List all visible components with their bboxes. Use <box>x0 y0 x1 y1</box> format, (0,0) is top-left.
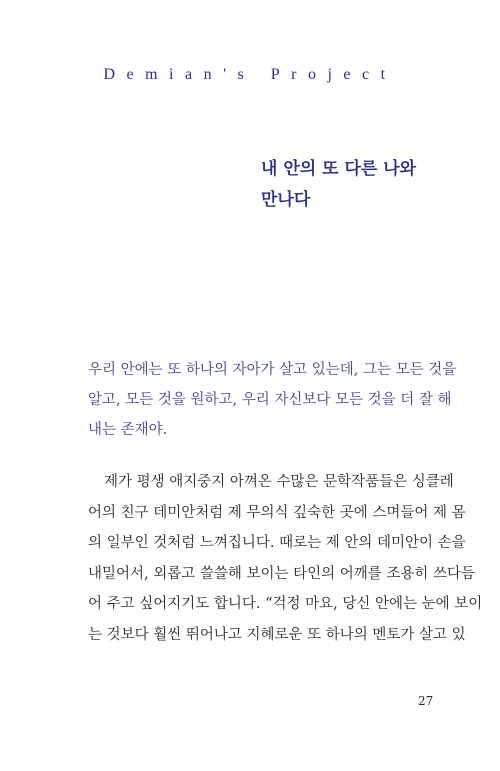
epigraph-line: 우리 안에는 또 하나의 자아가 살고 있는데, 그는 모든 것을 <box>88 362 457 378</box>
body-line: 제가 평생 애지중지 아껴온 수많은 문학작품들은 싱클레 <box>104 474 454 490</box>
chapter-title <box>261 154 416 216</box>
running-header: Demian's Project <box>103 66 397 83</box>
body-line: 의 일부인 것처럼 느껴집니다. 때로는 제 안의 데미안이 손을 <box>88 535 466 551</box>
body-paragraph <box>88 467 483 650</box>
chapter-title-line: 만나다 <box>261 190 311 210</box>
body-line: 어의 친구 데미안처럼 제 무의식 깊숙한 곳에 스며들어 제 몸 <box>88 504 466 521</box>
chapter-title-line: 내 안의 또 다른 나와 <box>261 159 417 179</box>
epigraph-line: 내는 존재야. <box>88 422 168 438</box>
body-line: 는 것보다 훨씬 뛰어나고 지혜로운 또 하나의 멘토가 살고 있 <box>88 626 466 643</box>
body-line: 내밀어서, 외롭고 쓸쓸해 보이는 타인의 어깨를 조용히 쓰다듬 <box>88 565 476 582</box>
page-number: 27 <box>418 694 434 708</box>
body-line: 어 주고 싶어지기도 합니다. “걱정 마요, 당신 안에는 눈에 보이 <box>88 596 483 612</box>
epigraph-quote <box>88 355 457 445</box>
epigraph-line: 알고, 모든 것을 원하고, 우리 자신보다 모든 것을 더 잘 해 <box>88 392 452 408</box>
